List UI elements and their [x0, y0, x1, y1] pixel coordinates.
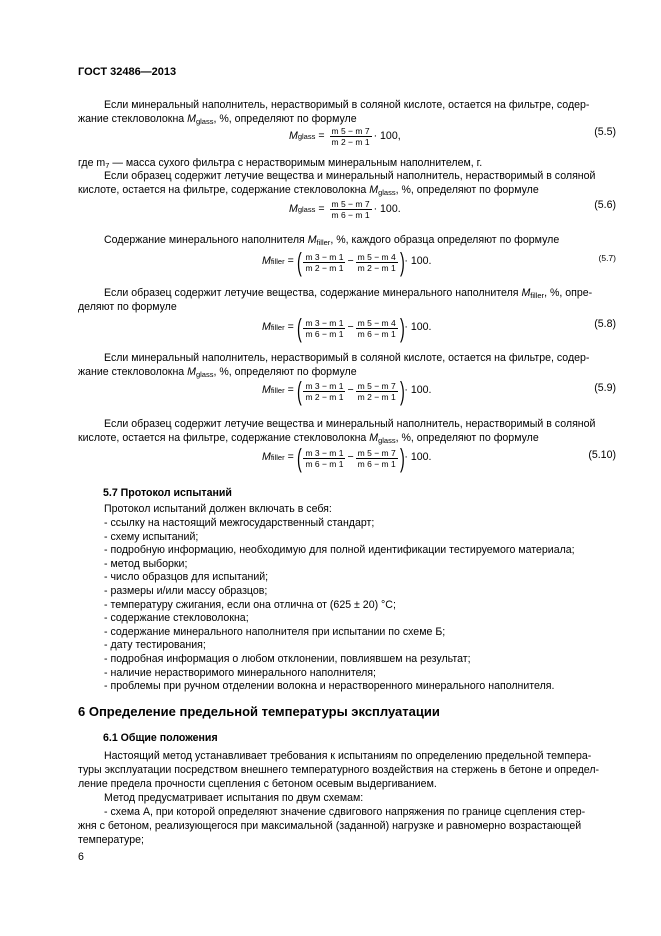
section-heading: 5.7 Протокол испытаний — [103, 487, 232, 499]
paragraph-line: Метод предусматривает испытания по двум схемам: — [104, 792, 364, 804]
symbol: M — [369, 432, 379, 444]
denominator: m 2 − m 1 — [357, 391, 396, 402]
fraction — [330, 199, 372, 220]
numerator: m 3 − m 1 — [305, 447, 344, 458]
denominator: m 2 − m 1 — [305, 391, 344, 402]
paragraph-line — [78, 157, 482, 171]
numerator: m 5 − m 7 — [357, 447, 396, 458]
symbol: M — [262, 451, 271, 464]
paragraph-line: Если образец содержит летучие вещества и минеральный наполнитель, нерастворимый в соляной — [104, 418, 596, 430]
paragraph-line — [78, 113, 357, 127]
list-item: - содержание минерального наполнителя при испытании по схеме Б; — [104, 625, 446, 638]
fraction — [356, 448, 398, 469]
numerator: m 5 − m 4 — [357, 251, 396, 262]
symbol: M — [521, 287, 531, 299]
text-fragment: Содержание минерального наполнителя — [104, 234, 308, 246]
symbol: M — [187, 366, 196, 378]
text-fragment: — масса сухого фильтра с нерастворимым минеральным наполнителем, г. — [109, 157, 483, 169]
text-fragment: , %, определяют по формуле — [213, 366, 357, 378]
symbol: M — [289, 202, 298, 215]
formula-tail: · 100. — [404, 255, 432, 268]
subscript: filler — [530, 291, 545, 300]
denominator: m 6 − m 1 — [357, 328, 396, 339]
document-header: ГОСТ 32486—2013 — [78, 66, 177, 78]
denominator: m 6 − m 1 — [305, 458, 344, 469]
symbol: M — [307, 234, 317, 246]
fraction — [303, 252, 345, 273]
list-item: - наличие нерастворимого минерального наполнителя; — [104, 666, 376, 679]
section-heading: 6 Определение предельной температуры эксплуатации — [78, 704, 440, 719]
paragraph-line: Если образец содержит летучие вещества и минеральный наполнитель, нерастворимый в соляной — [104, 170, 596, 182]
paragraph-line: туры эксплуатации посредством внешнего температурного воздействия на стержень в бетоне и определ- — [78, 764, 600, 776]
subscript: glass — [195, 370, 214, 379]
paragraph-line — [78, 432, 539, 446]
list-item: - содержание стекловолокна; — [104, 612, 249, 625]
formula-number: (5.7) — [598, 253, 616, 263]
paragraph-line: Настоящий метод устанавливает требования к испытаниям по определению предельной темпера- — [104, 750, 592, 762]
numerator: m 5 − m 7 — [357, 380, 396, 391]
symbol: M — [262, 255, 271, 268]
page-number: 6 — [78, 851, 84, 863]
paragraph-line — [104, 287, 592, 301]
denominator: m 6 − m 1 — [305, 328, 344, 339]
subsection-heading: 6.1 Общие положения — [103, 732, 218, 744]
subscript: glass — [195, 117, 214, 126]
paragraph-line: - схема А, при которой определяют значение сдвигового напряжения по границе сцепления стер- — [104, 806, 586, 818]
text-fragment: кислоте, остается на фильтре, содержание стекловолокна — [78, 432, 370, 444]
list-item: - проблемы при ручном отделении волокна и нерастворенного минерального наполнителя. — [104, 680, 555, 693]
formula-number: (5.8) — [594, 318, 616, 330]
denominator: m 6 − m 1 — [331, 210, 370, 220]
text-fragment: жание стекловолокна — [78, 366, 188, 378]
fraction — [303, 448, 345, 469]
numerator: m 5 − m 7 — [331, 126, 370, 136]
paragraph-line: Протокол испытаний должен включать в себя: — [104, 503, 332, 515]
text-fragment: жание стекловолокна — [78, 113, 188, 125]
paragraph-line: ление предела прочности сцепления с бетоном осевым выдергиванием. — [78, 778, 437, 790]
list-item: - метод выборки; — [104, 557, 188, 570]
text-fragment: , %, определяют по формуле — [395, 184, 539, 196]
denominator: m 6 − m 1 — [357, 458, 396, 469]
formula-number: (5.9) — [594, 382, 616, 394]
subscript: 7 — [105, 161, 110, 170]
formula-tail: · 100. — [404, 384, 432, 397]
numerator: m 3 − m 1 — [305, 380, 344, 391]
paragraph-line: Если минеральный наполнитель, нерастворимый в соляной кислоте, остается на фильтре, содер- — [104, 352, 590, 364]
formula-tail: · 100. — [373, 202, 401, 215]
text-fragment: , %, опре- — [544, 287, 593, 299]
denominator: m 2 − m 1 — [357, 262, 396, 273]
list-item: - ссылку на настоящий межгосударственный стандарт; — [104, 517, 375, 529]
formula-number: (5.5) — [594, 126, 616, 138]
symbol: M — [369, 184, 379, 196]
symbol: M — [262, 384, 271, 397]
fraction — [356, 318, 398, 339]
fraction — [356, 252, 398, 273]
text-fragment: , %, определяют по формуле — [395, 432, 539, 444]
paragraph-line: жня с бетоном, реализующегося при максимальной (заданной) нагрузке и равномерно возрастающей — [78, 820, 582, 832]
list-item: - температуру сжигания, если она отлична от (625 ± 20) °С; — [104, 598, 396, 611]
formula-5-10: M filler = ( $\frac{m 3 - m 1}{m 6 - m 1}$ − $\frac{m 5 - m 7}{m 6 - m 1}$ ) · 100. — [262, 443, 432, 473]
list-item: - подробная информация о любом отклонении, повлиявшем на результат; — [104, 653, 471, 665]
list-item: - число образцов для испытаний; — [104, 571, 269, 584]
subscript: glass — [378, 436, 396, 445]
paragraph-line — [78, 184, 539, 198]
formula-number: (5.10) — [588, 449, 616, 461]
fraction — [303, 318, 345, 339]
formula-5-5: M glass = $\frac{m 5 - m 7}{m 2 - m 1}$ · 100, — [289, 126, 401, 147]
formula-5-8: M filler = ( $\frac{m 3 - m 1}{m 6 - m 1}$ − $\frac{m 5 - m 4}{m 6 - m 1}$ ) · 100. — [262, 313, 432, 343]
fraction — [303, 381, 345, 402]
symbol: M — [289, 129, 298, 142]
numerator: m 5 − m 7 — [331, 199, 370, 209]
symbol: M — [187, 113, 196, 125]
text-fragment: где m — [78, 157, 106, 169]
formula-5-9: M filler = ( $\frac{m 3 - m 1}{m 2 - m 1}$ − $\frac{m 5 - m 7}{m 2 - m 1}$ ) · 100. — [262, 376, 432, 406]
text-fragment: Если образец содержит летучие вещества, содержание минерального наполнителя — [104, 287, 522, 299]
numerator: m 5 − m 4 — [357, 317, 396, 328]
numerator: m 3 − m 1 — [305, 251, 344, 262]
paragraph-line: Если минеральный наполнитель, нерастворимый в соляной кислоте, остается на фильтре, содер- — [104, 99, 590, 111]
paragraph-line: деляют по формуле — [78, 301, 177, 313]
subscript: filler — [316, 238, 331, 247]
paragraph-line: температуре; — [78, 834, 144, 846]
formula-5-7: M filler = ( $\frac{m 3 - m 1}{m 2 - m 1}$ − $\frac{m 5 - m 4}{m 2 - m 1}$ ) · 100. — [262, 247, 432, 277]
denominator: m 2 − m 1 — [305, 262, 344, 273]
fraction — [330, 126, 372, 147]
list-item: - размеры и/или массу образцов; — [104, 585, 268, 597]
list-item: - дату тестирования; — [104, 639, 206, 652]
list-item: - подробную информацию, необходимую для полной идентификации тестируемого материала; — [104, 544, 575, 557]
fraction — [356, 381, 398, 402]
numerator: m 3 − m 1 — [305, 317, 344, 328]
formula-tail: · 100, — [373, 129, 401, 142]
text-fragment: кислоте, остается на фильтре, содержание стекловолокна — [78, 184, 370, 196]
subscript: glass — [378, 188, 396, 197]
text-fragment: , %, каждого образца определяют по формуле — [330, 234, 560, 246]
paragraph-line — [104, 234, 559, 248]
formula-tail: · 100. — [404, 321, 432, 334]
formula-5-6: M glass = $\frac{m 5 - m 7}{m 6 - m 1}$ · 100. — [289, 199, 401, 220]
text-fragment: , %, определяют по формуле — [213, 113, 357, 125]
list-item: - схему испытаний; — [104, 530, 199, 543]
formula-number: (5.6) — [594, 199, 616, 211]
formula-tail: · 100. — [404, 451, 432, 464]
symbol: M — [262, 321, 271, 334]
denominator: m 2 − m 1 — [331, 137, 370, 147]
